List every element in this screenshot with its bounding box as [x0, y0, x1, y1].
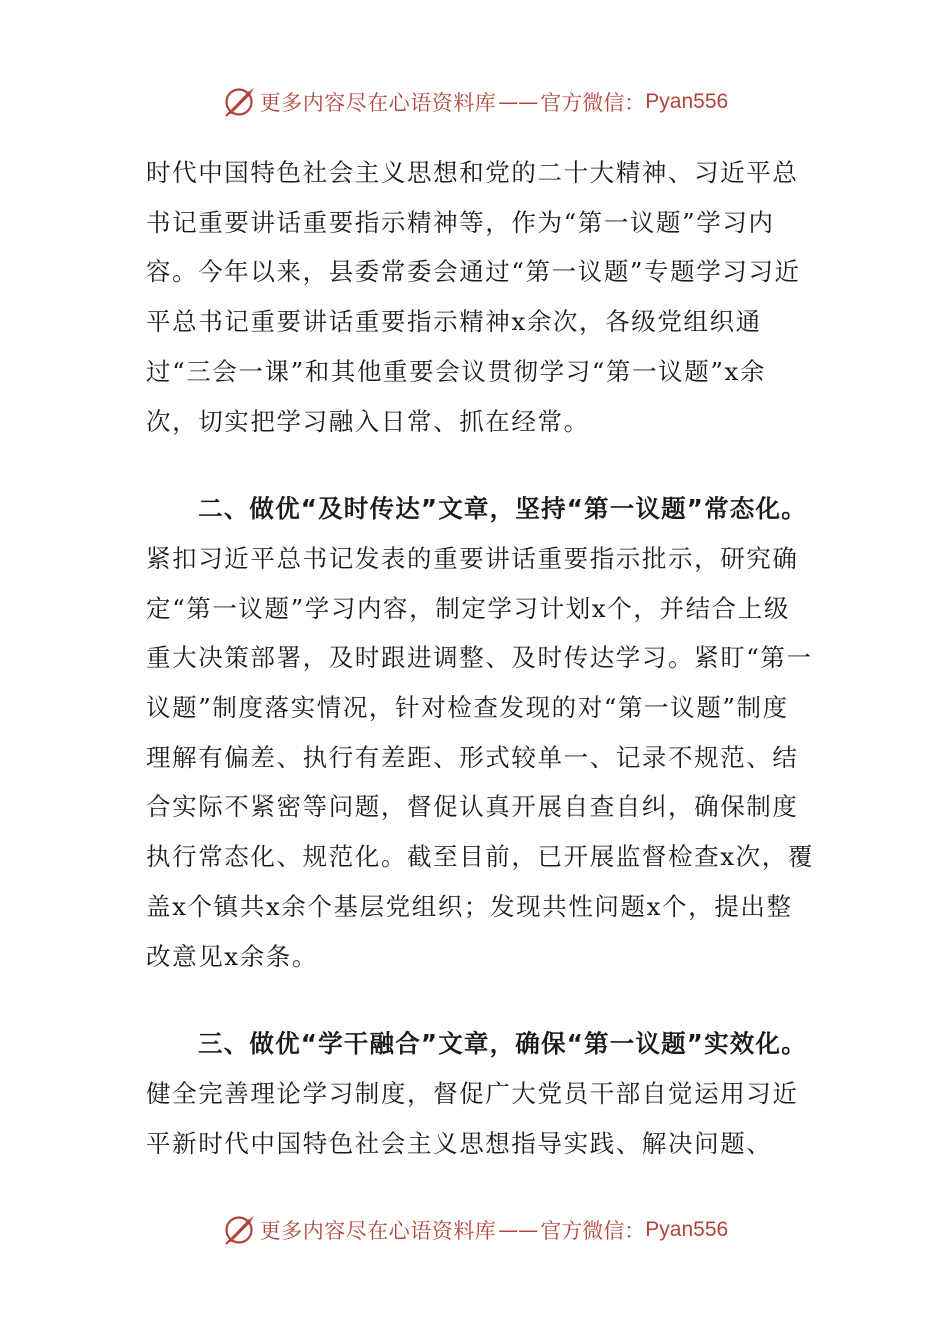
- banner-separator: ——: [498, 1218, 539, 1242]
- banner-wechat-id: Pyan556: [645, 90, 729, 113]
- paragraph-continuation: 时代中国特色社会主义思想和党的二十大精神、习近平总书记重要讲话重要指示精神等，作为“第一议题”学习内容。今年以来，县委常委会通过“第一议题”专题学习习近平总书记重要讲话重要指示精神x余次，各级党组织通过“三会一课”和其他重要会议贯彻学习“第一议题”x余次，切实把学习融入日常、抓在经常。: [146, 158, 801, 436]
- section-2-body: 紧扣习近平总书记发表的重要讲话重要指示批示，研究确定“第一议题”学习内容，制定学习计划x个，并结合上级重大决策部署，及时跟进调整、及时传达学习。紧盯“第一议题”制度落实情况，针对检查发现的对“第一议题”制度理解有偏差、执行有差距、形式较单一、记录不规范、结合实际不紧密等问题，督促认真开展自查自纠，确保制度执行常态化、规范化。截至目前，已开展监督检查x次，覆盖x个镇共x余个基层党组织；发现共性问题x个，提出整改意见x余条。: [146, 543, 814, 971]
- banner-wechat-label: 官方微信：: [540, 1219, 646, 1243]
- footer-banner: [0, 1210, 950, 1250]
- section-3-paragraph: [146, 1019, 814, 1168]
- section-2-paragraph: [146, 484, 814, 981]
- document-body: [146, 148, 814, 1168]
- paragraph-gap: [146, 981, 814, 1019]
- banner-wechat-id: Pyan556: [645, 1218, 729, 1241]
- banner-site-text: 更多内容尽在心语资料库: [259, 91, 497, 115]
- section-2-heading: 二、做优“及时传达”文章，坚持“第一议题”常态化。: [198, 494, 807, 524]
- section-3-heading: 三、做优“学干融合”文章，确保“第一议题”实效化。: [198, 1029, 807, 1059]
- paragraph-gap: [146, 446, 814, 484]
- quill-pen-logo-icon: [222, 85, 256, 119]
- header-banner: [0, 82, 950, 122]
- section-3-body: 健全完善理论学习制度，督促广大党员干部自觉运用习近平新时代中国特色社会主义思想指导实践、解决问题、: [146, 1078, 799, 1158]
- banner-wechat-label: 官方微信：: [540, 91, 646, 115]
- banner-site-text: 更多内容尽在心语资料库: [259, 1219, 497, 1243]
- banner-separator: ——: [498, 90, 539, 114]
- quill-pen-logo-icon: [222, 1213, 256, 1247]
